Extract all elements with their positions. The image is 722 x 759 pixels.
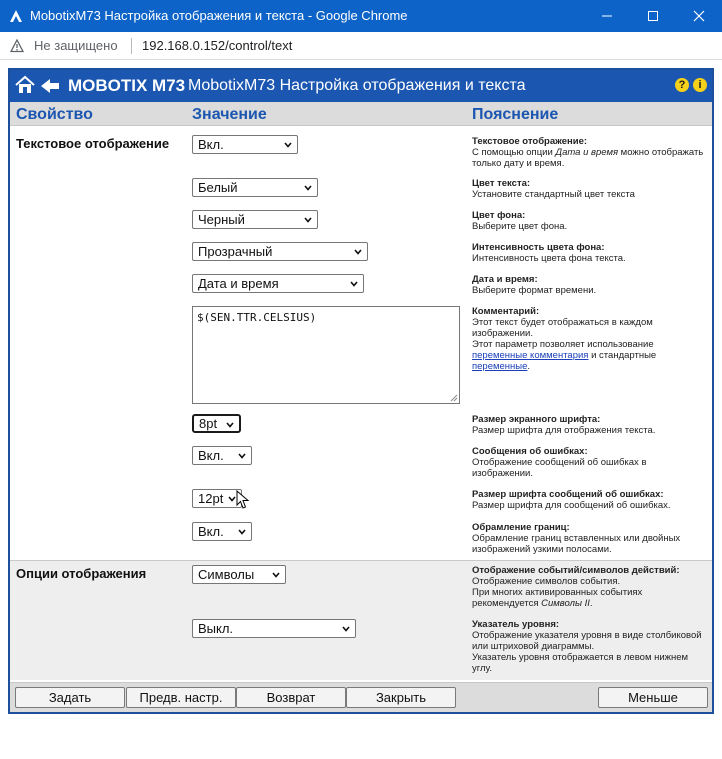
settings-frame (8, 68, 714, 714)
standard-variables-link[interactable]: переменные (472, 361, 528, 372)
url-text[interactable]: 192.168.0.152/control/text (142, 38, 293, 53)
bg-intensity-select[interactable]: Прозрачный (192, 242, 368, 261)
home-icon[interactable] (14, 74, 36, 96)
chevron-down-icon (304, 216, 312, 224)
error-messages-select[interactable]: Вкл. (192, 446, 252, 465)
mobotix-app-icon (8, 8, 24, 24)
close-icon (693, 10, 705, 22)
explanation-screen-font: Размер экранного шрифта: Размер шрифта для отображения текста. (472, 414, 656, 436)
brand-name: MOBOTIX M73 (68, 76, 186, 95)
explanation-error-font: Размер шрифта сообщений об ошибках: Размер шрифта для сообщений об ошибках. (472, 489, 671, 511)
explanation-bg-color: Цвет фона: Выберите цвет фона. (472, 210, 568, 232)
less-button[interactable]: Меньше (598, 687, 708, 708)
explanation-text-display: Текстовое отображение: С помощью опции Дата и время можно отображать только дату и время. (472, 136, 704, 169)
info-icon[interactable]: i (693, 78, 707, 92)
presets-button[interactable]: Предв. настр. (126, 687, 236, 708)
bg-color-select[interactable]: Черный (192, 210, 318, 229)
page-title: MobotixM73 Настройка отображения и текста (188, 77, 526, 94)
explanation-event-symbols: Отображение событий/символов действий: Отображение символов события. При многих активированных событиях рекомендуется Символы II. (472, 565, 680, 609)
explanation-date-time: Дата и время: Выберите формат времени. (472, 274, 597, 296)
screen-font-size-select[interactable]: 8pt (192, 414, 241, 433)
warning-icon[interactable] (10, 39, 24, 53)
comment-variables-link[interactable]: переменные комментария (472, 350, 589, 361)
maximize-icon (647, 10, 659, 22)
explanation-error-messages: Сообщения об ошибках: Отображение сообщений об ошибках в изображении. (472, 446, 647, 479)
button-bar (10, 682, 712, 712)
column-value: Значение (192, 106, 267, 123)
chevron-down-icon (272, 571, 280, 579)
comment-text: $(SEN.TTR.CELSIUS) (197, 311, 317, 324)
section-text-display: Текстовое отображение (16, 136, 170, 151)
browser-title-bar (0, 0, 722, 32)
address-bar[interactable] (0, 32, 722, 60)
window-title: MobotixM73 Настройка отображения и текста - Google Chrome (30, 8, 408, 23)
maximize-button[interactable] (630, 0, 676, 32)
help-icon[interactable]: ? (675, 78, 689, 92)
date-time-select[interactable]: Дата и время (192, 274, 364, 293)
address-separator (131, 38, 132, 54)
chevron-down-icon (238, 452, 246, 460)
text-color-select[interactable]: Белый (192, 178, 318, 197)
restore-button[interactable]: Возврат (236, 687, 346, 708)
level-indicator-select[interactable]: Выкл. (192, 619, 356, 638)
chevron-down-icon (226, 421, 234, 429)
comment-textarea[interactable] (192, 306, 460, 404)
chevron-down-icon (228, 495, 236, 503)
text-display-select[interactable]: Вкл. (192, 135, 298, 154)
chevron-down-icon (354, 248, 362, 256)
explanation-text-color: Цвет текста: Установите стандартный цвет текста (472, 178, 635, 200)
close-button[interactable]: Закрыть (346, 687, 456, 708)
set-button[interactable]: Задать (15, 687, 125, 708)
chevron-down-icon (238, 528, 246, 536)
close-window-button[interactable] (676, 0, 722, 32)
chevron-down-icon (350, 280, 358, 288)
error-font-size-select[interactable]: 12pt (192, 489, 242, 508)
page-header (10, 70, 712, 102)
chevron-down-icon (304, 184, 312, 192)
resize-handle-icon[interactable] (450, 394, 458, 402)
column-property: Свойство (16, 106, 93, 123)
event-symbols-select[interactable]: Символы (192, 565, 286, 584)
minimize-button[interactable] (584, 0, 630, 32)
border-select[interactable]: Вкл. (192, 522, 252, 541)
back-arrow-icon[interactable] (40, 78, 60, 94)
column-header-row (10, 102, 712, 126)
column-explanation: Пояснение (472, 106, 559, 123)
security-label[interactable]: Не защищено (34, 38, 118, 53)
mouse-cursor-icon (236, 490, 250, 510)
explanation-bg-intensity: Интенсивность цвета фона: Интенсивность цвета фона текста. (472, 242, 626, 264)
chevron-down-icon (284, 141, 292, 149)
explanation-comment: Комментарий: Этот текст будет отображаться в каждом изображении. Этот параметр позволяет использование переменные комментария и стандартные переменные. (472, 306, 657, 372)
explanation-border: Обрамление границ: Обрамление границ вставленных или двойных изображений узкими полосами. (472, 522, 681, 555)
chevron-down-icon (342, 625, 350, 633)
minimize-icon (601, 10, 613, 22)
explanation-level-indicator: Указатель уровня: Отображение указателя уровня в виде столбиковой или штриховой диаграммы. Указатель уровня отображается в левом нижнем углу. (472, 619, 702, 674)
section-display-options: Опции отображения (16, 566, 147, 581)
